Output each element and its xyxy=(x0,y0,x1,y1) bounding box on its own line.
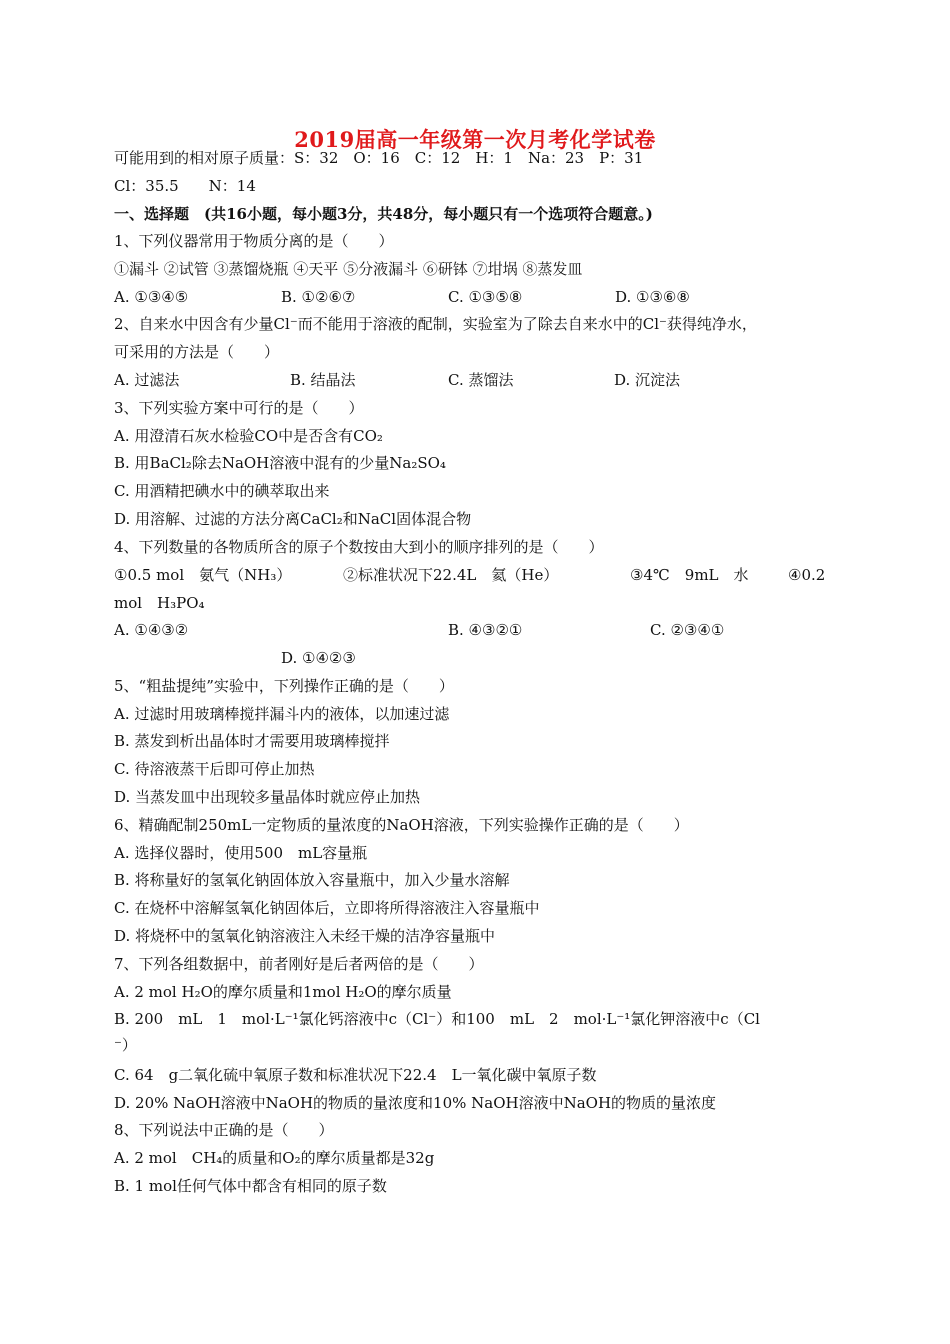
q4-option-d: D. ①④②③ xyxy=(281,649,356,667)
q8-stem: 8、下列说法中正确的是（ ） xyxy=(114,1121,334,1139)
q4-item-4: ④0.2 xyxy=(788,566,826,584)
q5-stem: 5、“粗盐提纯”实验中，下列操作正确的是（ ） xyxy=(114,677,454,695)
exam-title: 2019届高一年级第一次月考化学试卷 xyxy=(294,127,656,152)
q1-option-c: C. ①③⑤⑧ xyxy=(448,288,523,306)
q5-option-a: A. 过滤时用玻璃棒搅拌漏斗内的液体，以加速过滤 xyxy=(114,705,450,723)
q8-option-a: A. 2 mol CH₄的质量和O₂的摩尔质量都是32g xyxy=(114,1149,435,1167)
q4-items-line2: mol H₃PO₄ xyxy=(114,594,205,612)
atomic-masses-line2: Cl：35.5 N：14 xyxy=(114,177,256,195)
q2-stem-line2: 可采用的方法是（ ） xyxy=(114,343,280,361)
q1-option-a: A. ①③④⑤ xyxy=(114,288,189,306)
q4-item-1: ①0.5 mol 氨气（NH₃） xyxy=(114,566,292,584)
q3-option-d: D. 用溶解、过滤的方法分离CaCl₂和NaCl固体混合物 xyxy=(114,510,472,528)
q3-stem: 3、下列实验方案中可行的是（ ） xyxy=(114,399,364,417)
q6-option-c: C. 在烧杯中溶解氢氧化钠固体后，立即将所得溶液注入容量瓶中 xyxy=(114,899,540,917)
q1-stem: 1、下列仪器常用于物质分离的是（ ） xyxy=(114,232,394,250)
q5-option-c: C. 待溶液蒸干后即可停止加热 xyxy=(114,760,315,778)
q4-item-3: ③4℃ 9mL 水 xyxy=(630,566,749,584)
q6-option-a: A. 选择仪器时，使用500 mL容量瓶 xyxy=(114,844,368,862)
q7-option-a: A. 2 mol H₂O的摩尔质量和1mol H₂O的摩尔质量 xyxy=(114,983,452,1001)
q6-option-d: D. 将烧杯中的氢氧化钠溶液注入未经干燥的洁净容量瓶中 xyxy=(114,927,496,945)
q3-option-c: C. 用酒精把碘水中的碘萃取出来 xyxy=(114,482,330,500)
q5-option-d: D. 当蒸发皿中出现较多量晶体时就应停止加热 xyxy=(114,788,421,806)
q7-option-b-line2: ⁻） xyxy=(114,1036,137,1054)
q7-stem: 7、下列各组数据中，前者刚好是后者两倍的是（ ） xyxy=(114,955,484,973)
q2-option-b: B. 结晶法 xyxy=(290,371,356,389)
q4-option-c: C. ②③④① xyxy=(650,621,725,639)
q7-option-c: C. 64 g二氧化硫中氧原子数和标准状况下22.4 L一氧化碳中氧原子数 xyxy=(114,1066,597,1084)
q1-items: ①漏斗 ②试管 ③蒸馏烧瓶 ④天平 ⑤分液漏斗 ⑥研钵 ⑦坩埚 ⑧蒸发皿 xyxy=(114,260,583,278)
q7-option-b-line1: B. 200 mL 1 mol·L⁻¹氯化钙溶液中c（Cl⁻）和100 mL 2 mol·L⁻¹氯化钾溶液中c（Cl xyxy=(114,1010,760,1028)
q4-option-a: A. ①④③② xyxy=(114,621,189,639)
q4-stem: 4、下列数量的各物质所含的原子个数按由大到小的顺序排列的是（ ） xyxy=(114,538,604,556)
q3-option-a: A. 用澄清石灰水检验CO中是否含有CO₂ xyxy=(114,427,383,445)
section1-heading: 一、选择题 (共16小题，每小题3分，共48分，每小题只有一个选项符合题意。) xyxy=(114,205,653,223)
q2-stem-line1: 2、自来水中因含有少量Cl⁻而不能用于溶液的配制，实验室为了除去自来水中的Cl⁻获得纯净水， xyxy=(114,315,757,333)
q1-option-d: D. ①③⑥⑧ xyxy=(615,288,690,306)
q4-item-2: ②标准状况下22.4L 氦（He） xyxy=(343,566,559,584)
q8-option-b: B. 1 mol任何气体中都含有相同的原子数 xyxy=(114,1177,387,1195)
q2-option-d: D. 沉淀法 xyxy=(614,371,681,389)
q7-option-d: D. 20% NaOH溶液中NaOH的物质的量浓度和10% NaOH溶液中NaOH的物质的量浓度 xyxy=(114,1094,717,1112)
atomic-masses-line1: 可能用到的相对原子质量：S：32 O：16 C：12 H：1 Na：23 P：31 xyxy=(114,149,644,167)
q5-option-b: B. 蒸发到析出晶体时才需要用玻璃棒搅拌 xyxy=(114,732,390,750)
q1-option-b: B. ①②⑥⑦ xyxy=(281,288,356,306)
q3-option-b: B. 用BaCl₂除去NaOH溶液中混有的少量Na₂SO₄ xyxy=(114,454,446,472)
q4-option-b: B. ④③②① xyxy=(448,621,523,639)
q6-option-b: B. 将称量好的氢氧化钠固体放入容量瓶中，加入少量水溶解 xyxy=(114,871,510,889)
q6-stem: 6、精确配制250mL一定物质的量浓度的NaOH溶液，下列实验操作正确的是（ ） xyxy=(114,816,689,834)
q2-option-a: A. 过滤法 xyxy=(114,371,180,389)
q2-option-c: C. 蒸馏法 xyxy=(448,371,514,389)
